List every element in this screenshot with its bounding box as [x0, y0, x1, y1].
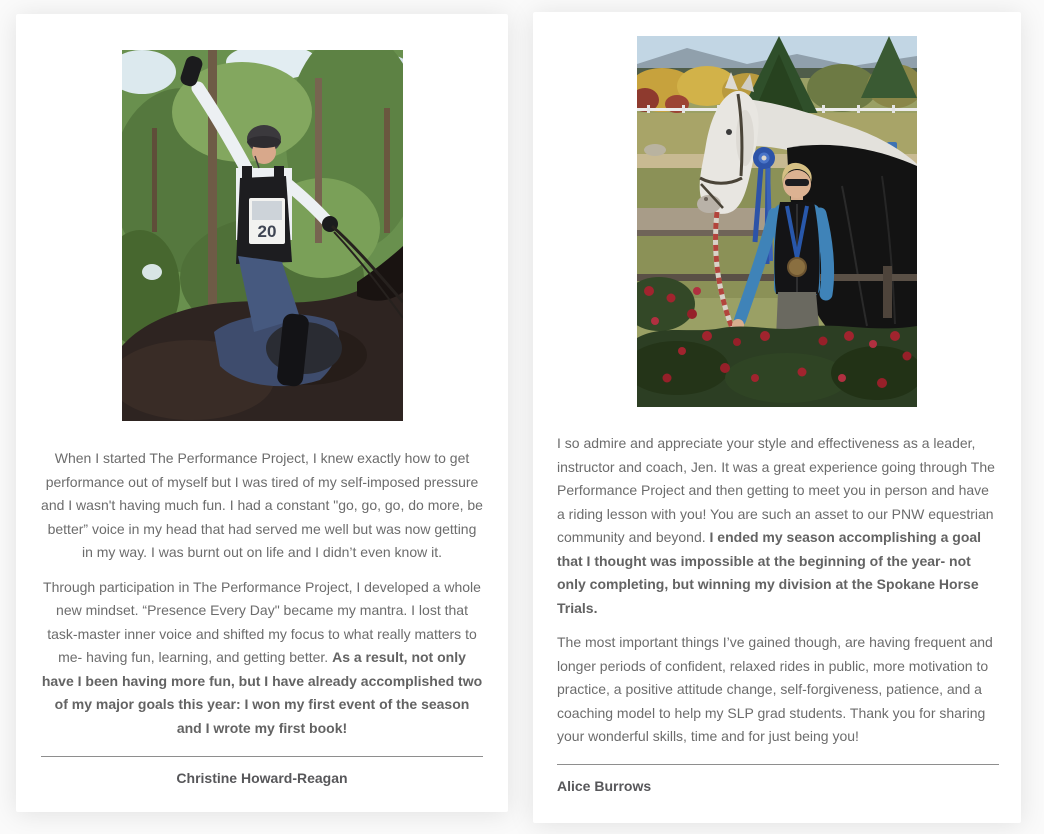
signature-block-christine	[41, 756, 483, 786]
paragraph-text: Through participation in The Performance Project, I developed a whole new mindset. “Presence Every Day" became my mantra. I lost that task-master inner voice and shifted my focus to what really matters to me- having fun, learning, and getting better.	[43, 578, 481, 665]
signature-divider	[557, 764, 999, 765]
testimonial-card-christine	[16, 14, 508, 812]
testimonial-card-alice	[533, 12, 1021, 823]
paragraph-text: I so admire and appreciate your style and effectiveness as a leader, instructor and coach, Jen. It was a great experience going through The Performance Project and then getting to meet you in person and have a riding lesson with you! You are such an asset to our PNW equestrian community and beyond.	[557, 435, 995, 545]
signature-divider	[41, 756, 483, 757]
testimonial-paragraph	[41, 447, 483, 565]
testimonial-paragraph	[41, 576, 483, 741]
paragraph-bold-text: I ended my season accomplishing a goal that I thought was impossible at the beginning of the year- not only completing, but winning my division at the Spokane Horse Trials.	[557, 529, 982, 616]
paragraph-bold-text: As a result, not only have I been having more fun, but I have already accomplished two of my major goals this year: I won my first event of the season and I wrote my first book!	[41, 649, 483, 736]
medal	[788, 258, 806, 276]
testimonial-text-christine	[41, 447, 483, 740]
signature-name: Christine Howard-Reagan	[176, 770, 348, 786]
rider-photo-illustration	[122, 50, 403, 421]
photo-rider-waving-on-dark-horse	[16, 50, 508, 421]
testimonial-text-alice	[557, 432, 997, 749]
horse-medal-photo-illustration	[637, 36, 917, 407]
signature-name: Alice Burrows	[557, 778, 652, 794]
sunglasses	[785, 179, 809, 186]
paragraph-text: When I started The Performance Project, I knew exactly how to get performance out of myself but I was tired of my self-imposed pressure and I wasn't having much fun. I had a constant "go, go, go, do more, be better” voice in my head that had served me well but was now getting in my way. I was burnt out on life and I didn’t even know it.	[41, 450, 483, 560]
paragraph-text: The most important things I’ve gained though, are having frequent and longer periods of confident, relaxed rides in public, more motivation to practice, a positive attitude change, self-forgiveness, patience, and a coaching model to help my SLP grad students. Thank you for sharing your wonderful skills, time and for just being you!	[557, 634, 993, 744]
bib-number: 20	[257, 222, 276, 241]
testimonial-paragraph	[557, 432, 997, 620]
testimonial-paragraph	[557, 631, 997, 749]
signature-block-alice	[557, 764, 999, 794]
photo-woman-with-white-horse-medal	[533, 36, 1021, 407]
